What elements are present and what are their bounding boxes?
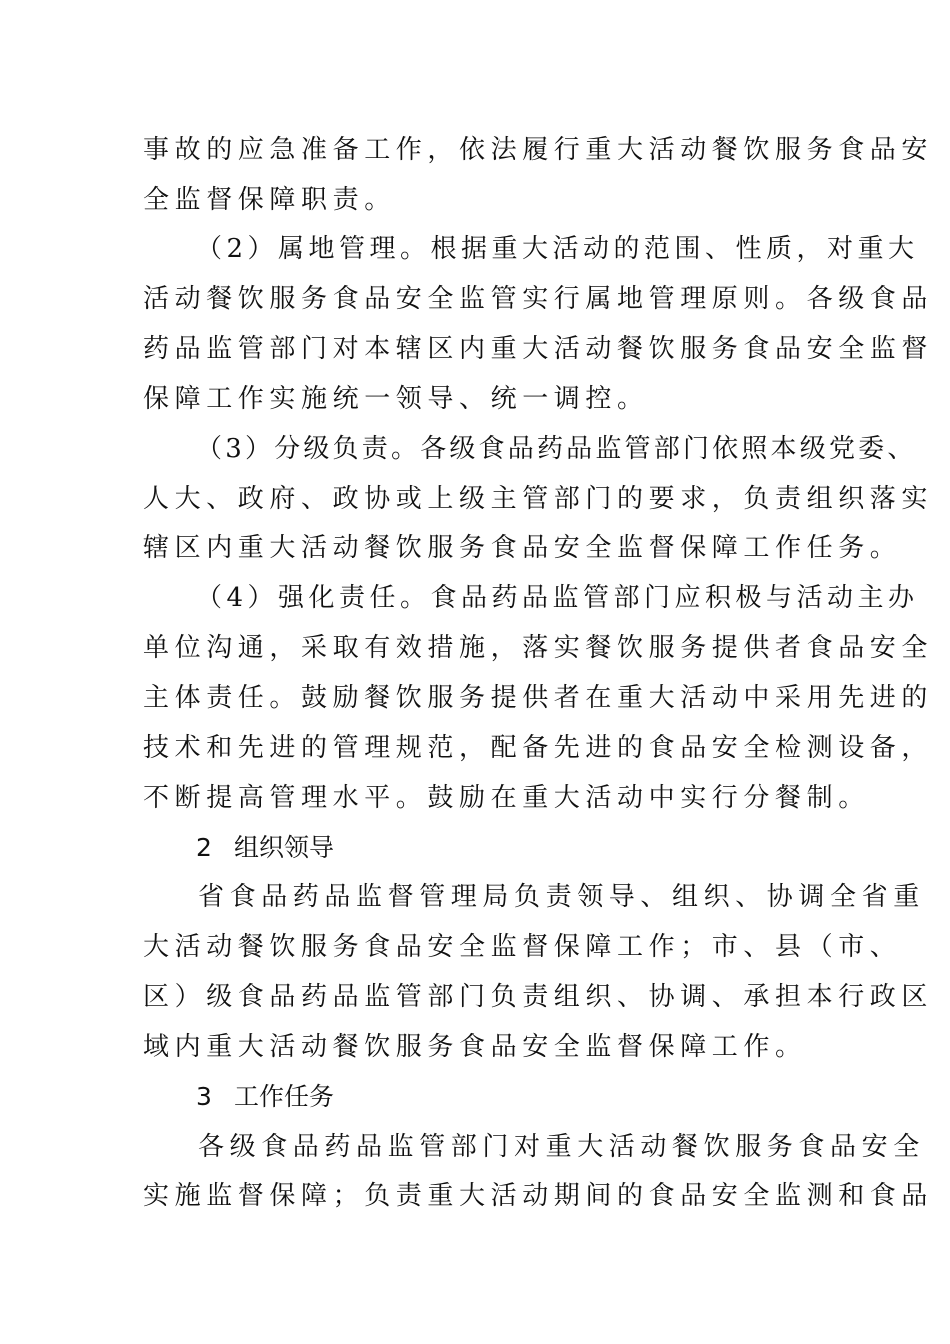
text-line: 人大、政府、政协或上级主管部门的要求，负责组织落实 — [143, 484, 934, 514]
text-line: 主体责任。鼓励餐饮服务提供者在重大活动中采用先进的 — [143, 683, 934, 713]
paragraph-line: （3）分级负责。各级食品药品监管部门依照本级党委、 — [196, 434, 917, 464]
section-title: 工作任务 — [234, 1082, 335, 1111]
section-number: 2 — [196, 833, 212, 862]
text-line: 区）级食品药品监管部门负责组织、协调、承担本行政区 — [143, 982, 934, 1012]
section-number: 3 — [196, 1082, 212, 1111]
text-line: 辖区内重大活动餐饮服务食品安全监督保障工作任务。 — [143, 533, 902, 563]
paragraph-line: （2）属地管理。根据重大活动的范围、性质，对重大 — [196, 234, 919, 264]
text-line: 技术和先进的管理规范，配备先进的食品安全检测设备， — [143, 733, 934, 763]
text-line: 单位沟通，采取有效措施，落实餐饮服务提供者食品安全 — [143, 633, 934, 663]
text-line: 实施监督保障；负责重大活动期间的食品安全监测和食品 — [143, 1181, 934, 1211]
paragraph-line: 各级食品药品监管部门对重大活动餐饮服务食品安全 — [198, 1132, 925, 1162]
section-heading — [196, 831, 334, 865]
text-line: 保障工作实施统一领导、统一调控。 — [143, 384, 649, 414]
text-line: 事故的应急准备工作，依法履行重大活动餐饮服务食品安 — [143, 135, 934, 165]
section-title: 组织领导 — [234, 833, 335, 862]
text-line: 域内重大活动餐饮服务食品安全监督保障工作。 — [143, 1032, 807, 1062]
text-line: 活动餐饮服务食品安全监管实行属地管理原则。各级食品 — [143, 284, 934, 314]
text-line: 不断提高管理水平。鼓励在重大活动中实行分餐制。 — [143, 783, 870, 813]
section-heading — [196, 1080, 334, 1114]
text-line: 大活动餐饮服务食品安全监督保障工作；市、县（市、 — [143, 932, 902, 962]
paragraph-line: 省食品药品监督管理局负责领导、组织、协调全省重 — [198, 882, 925, 912]
paragraph-line: （4）强化责任。食品药品监管部门应积极与活动主办 — [196, 583, 919, 613]
text-line: 全监督保障职责。 — [143, 185, 396, 215]
text-line: 药品监管部门对本辖区内重大活动餐饮服务食品安全监督 — [143, 334, 934, 364]
